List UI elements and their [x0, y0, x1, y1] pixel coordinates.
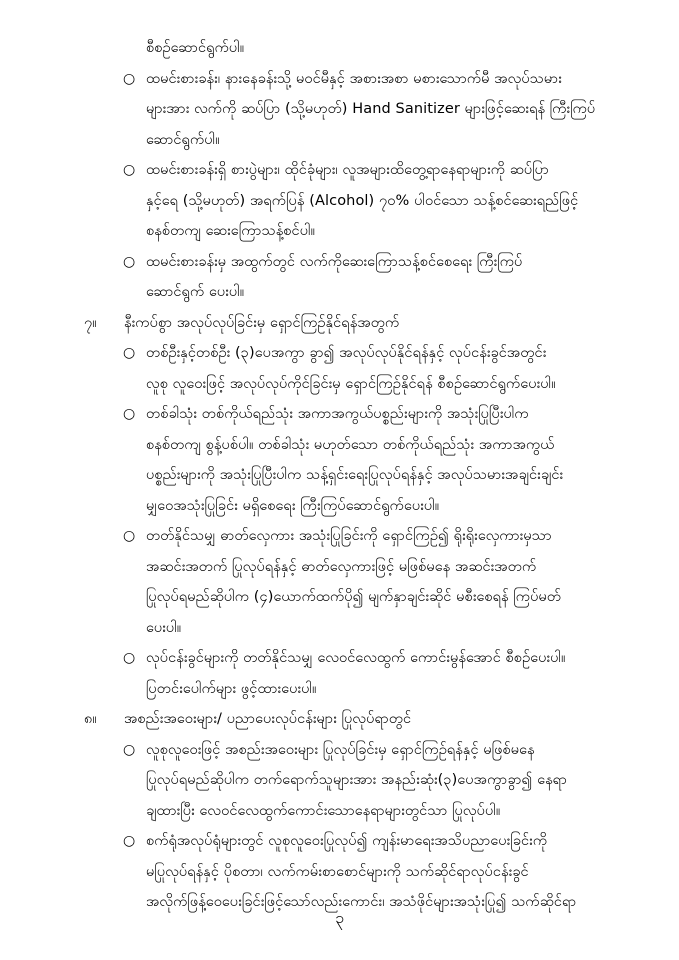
bullet-text-line: မပြုလုပ်ရန်နှင့် ပိုစတာ၊ လက်ကမ်းစာစောင်များကို သက်ဆိုင်ရာလုပ်ငန်းခွင် [146, 863, 529, 880]
bullet-text-line: လုပ်ငန်းခွင်များကို တတ်နိုင်သမျှ လေဝင်လေထွက် ကောင်းမွန်အောင် စီစဉ်ပေးပါ။ [146, 650, 566, 666]
bullet-text-line: စက်ရုံအလုပ်ရုံများတွင် လူစုလူဝေးပြုလုပ်၍ ကျန်းမာရေးအသိပညာပေးခြင်းကို [146, 833, 548, 849]
bullet-text-line: အလိုက်ဖြန့်ဝေပေးခြင်းဖြင့်သော်လည်းကောင်း၊ အသံဖိုင်များအသုံးပြု၍ သက်ဆိုင်ရာ [146, 894, 577, 910]
bullet-text-line: ပြုလုပ်ရမည်ဆိုပါက တက်ရောက်သူများအား အနည်းဆုံး(၃)ပေအကွာခွာ၍ နေရာ [146, 772, 568, 788]
bullet-text-line: ထမင်းစားခန်းရှိ စားပွဲများ၊ ထိုင်ခုံများ၊ လူအများထိတွေ့ရာနေရာများကို ဆပ်ပြာ [146, 162, 549, 178]
bullet-text-line: ဆောင်ရွက်ပါ။ [146, 131, 220, 148]
bullet-marker: ○ [123, 345, 136, 361]
bullet-marker: ○ [123, 741, 136, 758]
bullet-text-line: တစ်ဦးနှင့်တစ်ဦး (၃)ပေအကွာ ခွာ၍ အလုပ်လုပ်နိုင်ရန်နှင့် လုပ်ငန်းခွင်အတွင်း [146, 345, 547, 361]
bullet-text-line: စနစ်တကျ စွန့်ပစ်ပါ။ တစ်ခါသုံး မဟုတ်သော တစ်ကိုယ်ရည်သုံး အကာအကွယ် [146, 436, 555, 453]
bullet-text-line: ထမင်းစားခန်းမှ အထွက်တွင် လက်ကိုဆေးကြောသန့်စင်စေရေး ကြီးကြပ် [146, 253, 523, 270]
bullet-marker: ○ [123, 253, 136, 270]
page-number: ၃ [335, 908, 344, 927]
bullet-marker: ○ [123, 406, 136, 422]
bullet-text-line: ပေးပါ။ [146, 619, 182, 636]
bullet-text-line: အဆင်းအတက် ပြုလုပ်ရန်နှင့် ဓာတ်လှေကားဖြင့် မဖြစ်မနေ အဆင်းအတက် [146, 558, 537, 575]
bullet-marker: ○ [123, 833, 136, 849]
bullet-text-line: လူစုလူဝေးဖြင့် အစည်းအဝေးများ ပြုလုပ်ခြင်းမှ ရှောင်ကြဉ်ရန်နှင့် မဖြစ်မနေ [146, 741, 535, 758]
bullet-marker: ○ [123, 650, 136, 666]
bullet-text-line: တတ်နိုင်သမျှ ဓာတ်လှေကား အသုံးပြုခြင်းကို ရှောင်ကြဉ်၍ ရိုးရိုးလှေကားမှသာ [146, 528, 552, 544]
section-heading: နီးကပ်စွာ အလုပ်လုပ်ခြင်းမှ ရှောင်ကြဉ်နိုင်ရန်အတွက် [124, 314, 400, 331]
bullet-text-line: စနစ်တကျ ဆေးကြောသန့်စင်ပါ။ [146, 223, 316, 239]
bullet-text-line: လူစု လူဝေးဖြင့် အလုပ်လုပ်ကိုင်ခြင်းမှ ရှောင်ကြဉ်နိုင်ရန် စီစဉ်ဆောင်ရွက်ပေးပါ။ [146, 375, 556, 392]
bullet-text-line: ဆောင်ရွက် ပေးပါ။ [146, 284, 245, 300]
bullet-text-line: ထမင်းစားခန်း၊ နားနေခန်းသို့ မဝင်မီနှင့် အစားအစာ မစားသောက်မီ အလုပ်သမား [146, 70, 562, 87]
bullet-text-line: နှင့်ရေ (သို့မဟုတ်) အရက်ပြန် (Alcohol) ၇၀% ပါဝင်သော သန့်စင်ဆေးရည်ဖြင့် [146, 192, 579, 209]
section-number: ၇။ [84, 314, 97, 331]
paragraph-line: စီစဉ်ဆောင်ရွက်ပါ။ [146, 40, 245, 56]
bullet-text-line: ပြုလုပ်ရမည်ဆိုပါက (၄)ယောက်ထက်ပို၍ မျက်နှာချင်းဆိုင် မစီးစေရန် ကြပ်မတ် [146, 589, 562, 605]
section-heading: အစည်းအဝေးများ/ ပညာပေးလုပ်ငန်းများ ပြုလုပ်ရာတွင် [124, 711, 412, 727]
bullet-marker: ○ [123, 528, 136, 544]
section-number: ၈။ [84, 711, 97, 727]
bullet-marker: ○ [123, 70, 136, 87]
bullet-marker: ○ [123, 162, 136, 178]
bullet-text-line: ချထားပြီး လေဝင်လေထွက်ကောင်းသောနေရာများတွင်သာ ပြုလုပ်ပါ။ [146, 802, 501, 819]
bullet-text-line: များအား လက်ကို ဆပ်ပြာ (သို့မဟုတ်) Hand Sanitizer များဖြင့်ဆေးရန် ကြီးကြပ် [146, 101, 596, 117]
bullet-text-line: တစ်ခါသုံး တစ်ကိုယ်ရည်သုံး အကာအကွယ်ပစ္စည်းများကို အသုံးပြုပြီးပါက [146, 406, 529, 422]
bullet-text-line: ပစ္စည်းများကို အသုံးပြုပြီးပါက သန့်ရှင်းရေးပြုလုပ်ရန်နှင့် အလုပ်သမားအချင်းချင်း [146, 467, 564, 483]
bullet-text-line: ပြတင်းပေါက်များ ဖွင့်ထားပေးပါ။ [146, 680, 317, 697]
bullet-text-line: မျှဝေအသုံးပြုခြင်း မရှိစေရေး ကြီးကြပ်ဆောင်ရွက်ပေးပါ။ [146, 497, 440, 514]
